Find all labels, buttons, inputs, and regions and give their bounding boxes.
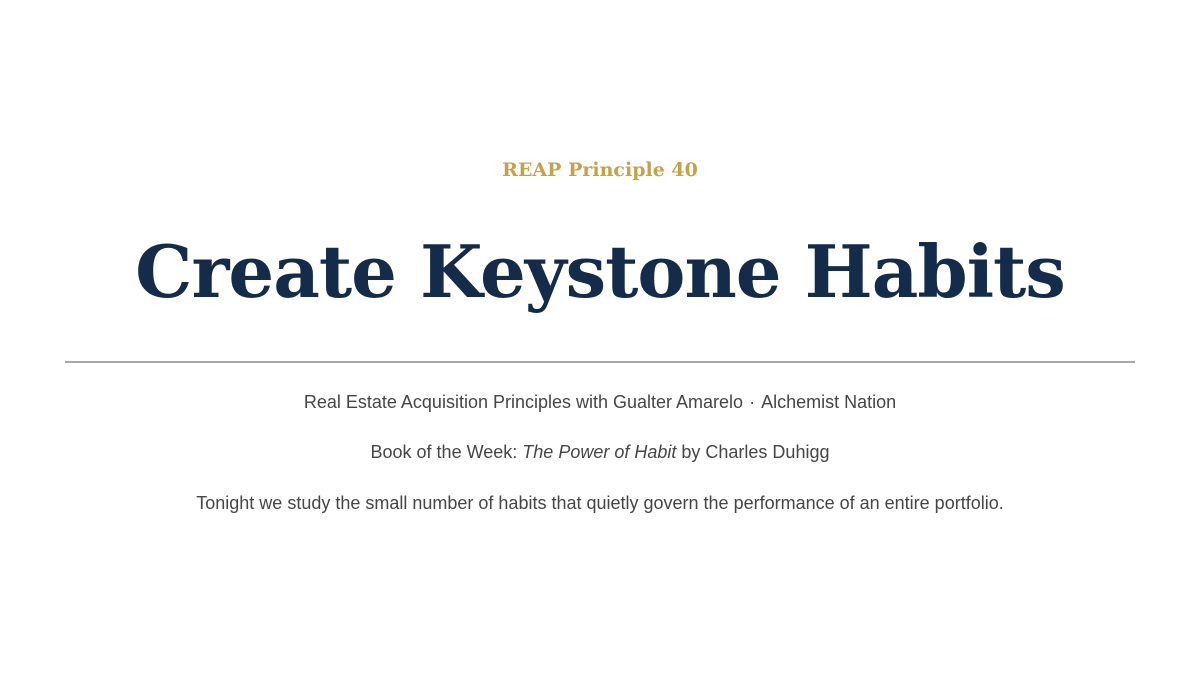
summary-line: Tonight we study the small number of habits that quietly govern the performance of an entire portfolio. (196, 493, 1004, 513)
book-title: The Power of Habit (522, 442, 677, 462)
book-author: by Charles Duhigg (681, 442, 830, 462)
principle-eyebrow: REAP Principle 40 (502, 159, 698, 181)
book-line (0, 440, 1200, 464)
separator-dot: · (749, 392, 756, 412)
organization-name: Alchemist Nation (761, 392, 897, 412)
title-divider (65, 361, 1135, 363)
book-prefix: Book of the Week: (370, 442, 518, 462)
series-line (0, 390, 1200, 414)
series-name: Real Estate Acquisition Principles with Gualter Amarelo (303, 392, 744, 412)
slide-title: Create Keystone Habits (135, 229, 1065, 314)
